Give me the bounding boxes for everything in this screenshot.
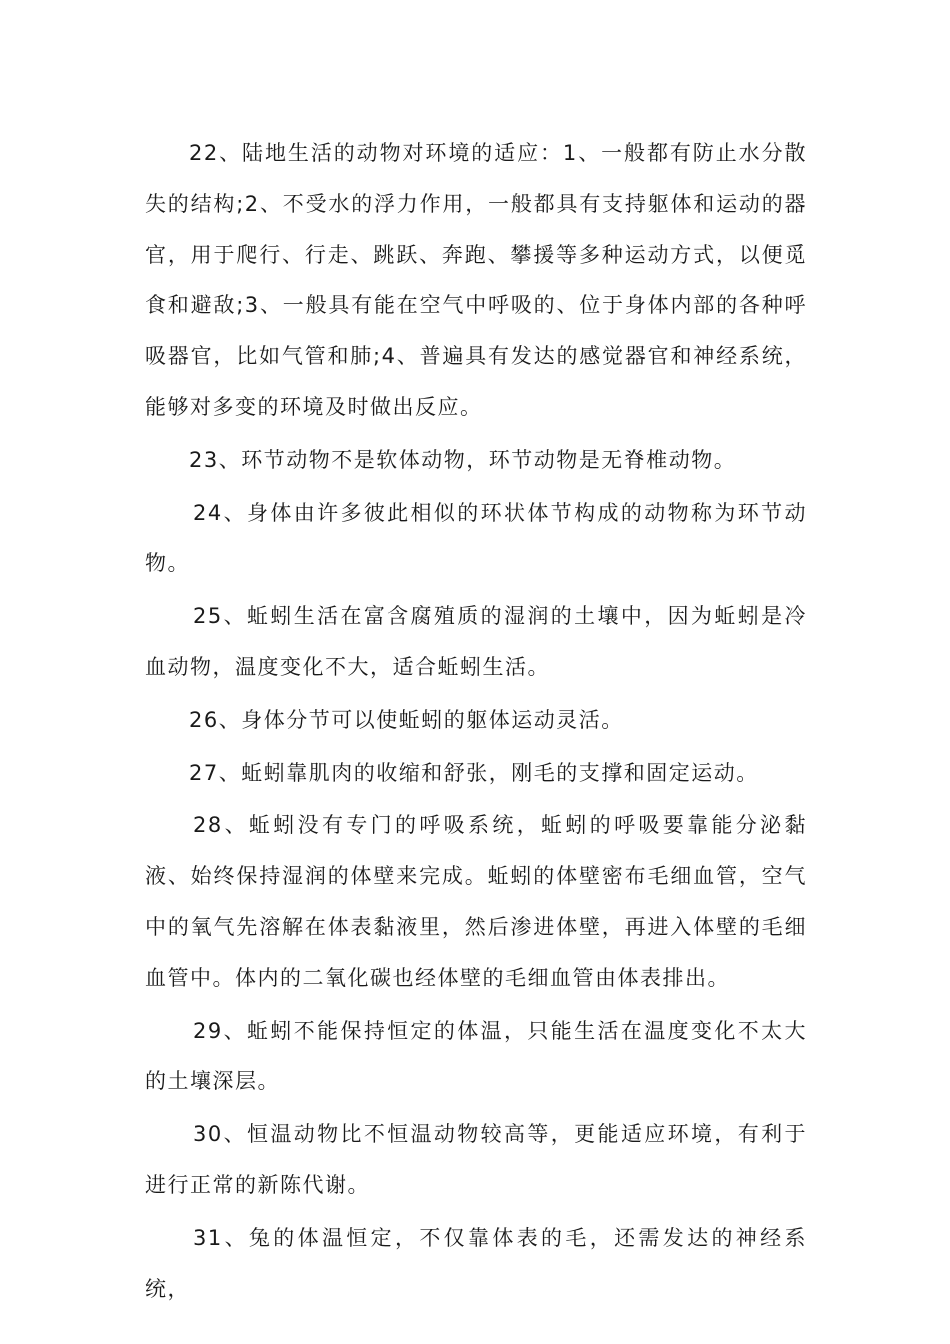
paragraph-22: 22、陆地生活的动物对环境的适应：1、一般都有防止水分散失的结构;2、不受水的浮力作用，一般都具有支持躯体和运动的器官，用于爬行、行走、跳跃、奔跑、攀援等多种运动方式，以便觅食和避敌;3、一般具有能在空气中呼吸的、位于身体内部的各种呼吸器官，比如气管和肺;4、普遍具有发达的感觉器官和神经系统，能够对多变的环境及时做出反应。 bbox=[145, 141, 807, 419]
paragraph-23: 23、环节动物不是软体动物，环节动物是无脊椎动物。 bbox=[189, 447, 737, 472]
paragraph-27: 27、蚯蚓靠肌肉的收缩和舒张，刚毛的支撑和固定运动。 bbox=[189, 760, 759, 785]
paragraph-29: 29、蚯蚓不能保持恒定的体温，只能生活在温度变化不太大的土壤深层。 bbox=[145, 1018, 807, 1094]
paragraph-30: 30、恒温动物比不恒温动物较高等，更能适应环境，有利于进行正常的新陈代谢。 bbox=[145, 1122, 807, 1197]
paragraph-24: 24、身体由许多彼此相似的环状体节构成的动物称为环节动物。 bbox=[145, 500, 807, 576]
paragraph-25: 25、蚯蚓生活在富含腐殖质的湿润的土壤中，因为蚯蚓是冷血动物，温度变化不大，适合蚯蚓生活。 bbox=[145, 604, 807, 679]
paragraph-28: 28、蚯蚓没有专门的呼吸系统，蚯蚓的呼吸要靠能分泌黏液、始终保持湿润的体壁来完成。蚯蚓的体壁密布毛细血管，空气中的氧气先溶解在体表黏液里，然后渗进体壁，再进入体壁的毛细血管中。体内的二氧化碳也经体壁的毛细血管由体表排出。 bbox=[145, 813, 807, 990]
paragraph-26: 26、身体分节可以使蚯蚓的躯体运动灵活。 bbox=[189, 707, 624, 732]
document-body bbox=[145, 128, 807, 1316]
paragraph-31: 31、兔的体温恒定，不仅靠体表的毛，还需发达的神经系统， bbox=[145, 1225, 807, 1301]
